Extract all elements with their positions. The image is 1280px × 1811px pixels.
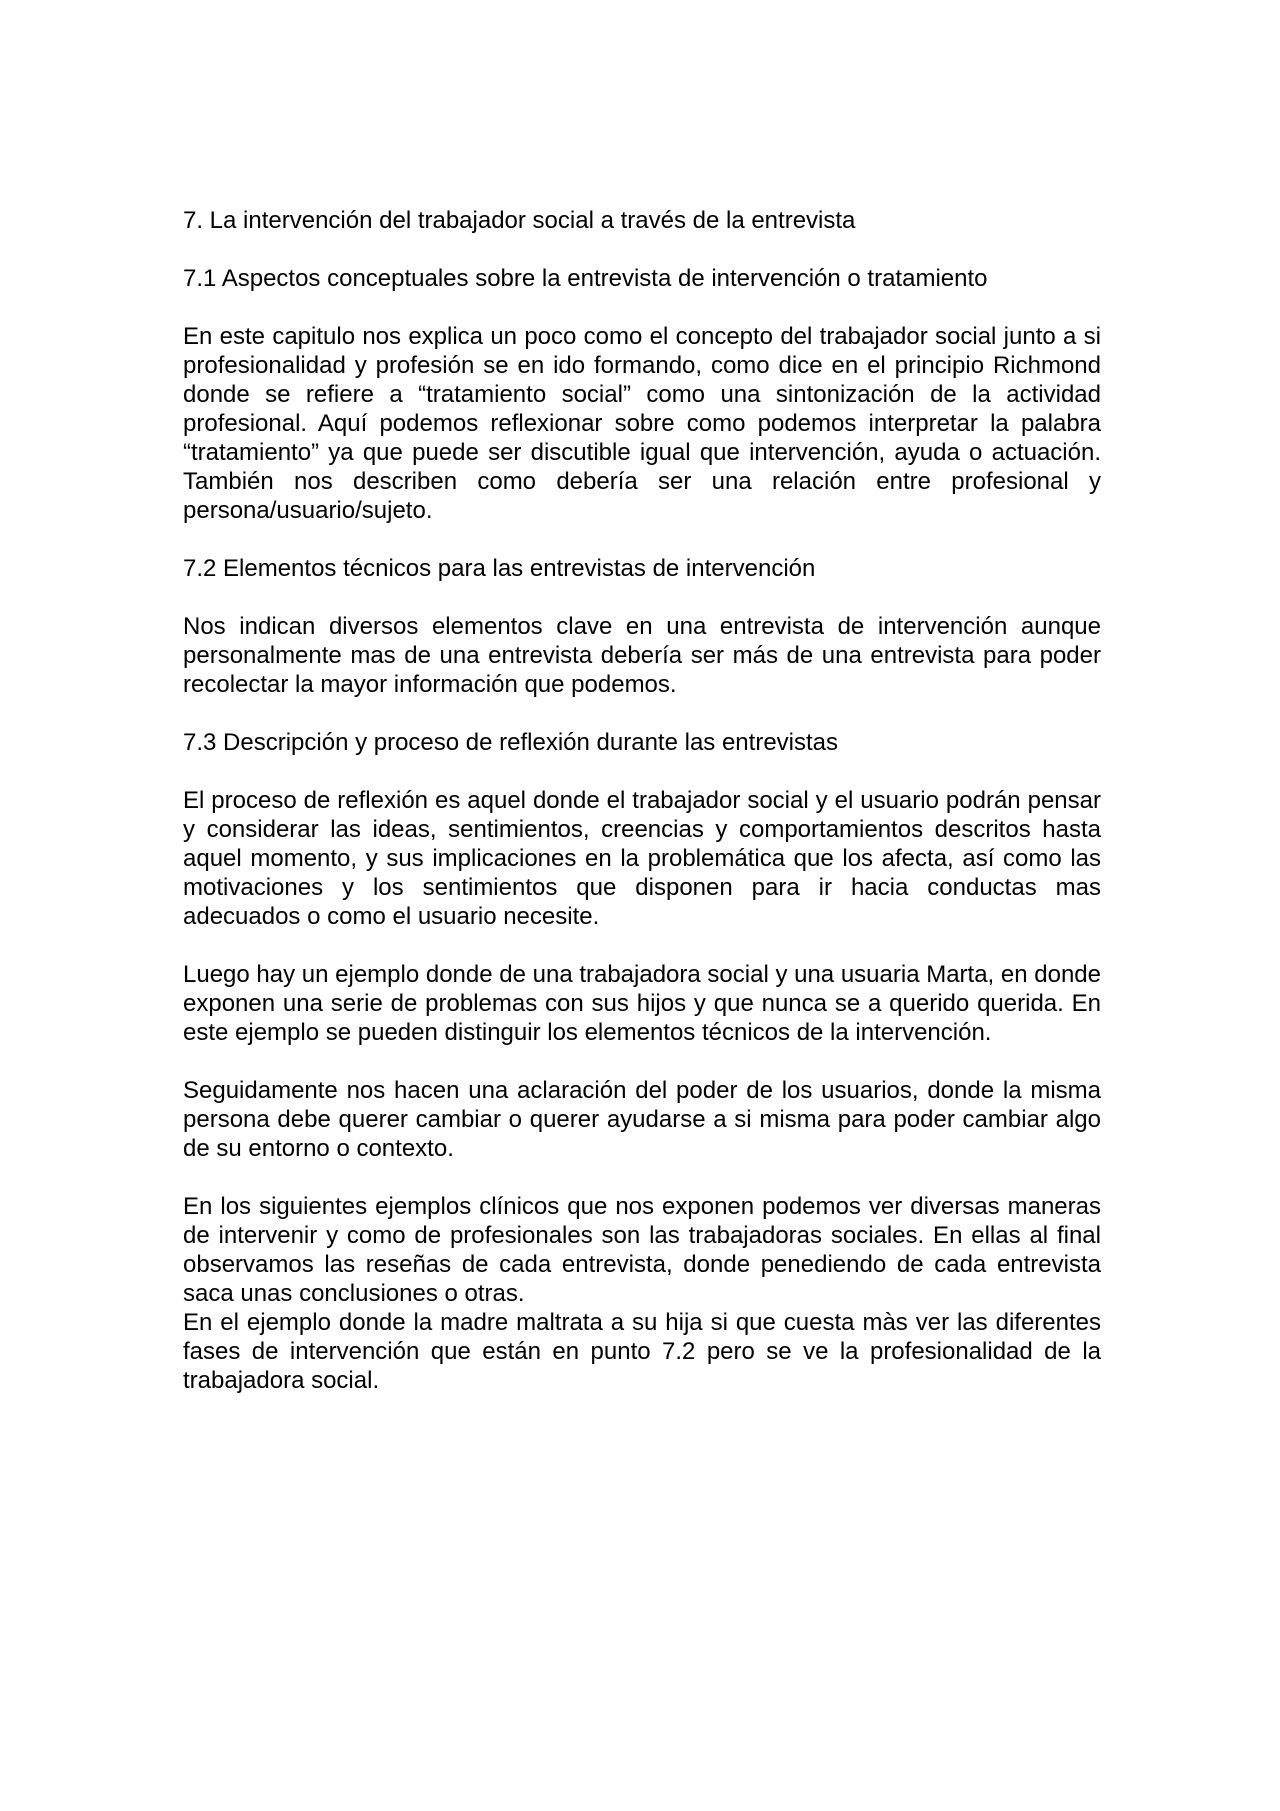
section-7-2-paragraph: Nos indican diversos elementos clave en una entrevista de intervención aunque personalmente mas de una entrevista debería ser más de una entrevista para poder recolectar la mayor información que podemos.	[183, 613, 1101, 698]
clinical-examples-paragraph: En los siguientes ejemplos clínicos que nos exponen podemos ver diversas maneras de intervenir y como de profesionales son las trabajadoras sociales. En ellas al final observamos las reseñas de cada entrevista, donde penediendo de cada entrevista saca unas conclusiones o otras.	[183, 1193, 1101, 1307]
reflection-process-paragraph: El proceso de reflexión es aquel donde el trabajador social y el usuario podrán pensar y considerar las ideas, sentimientos, creencias y comportamientos descritos hasta aquel momento, y sus implicaciones en la problemática que los afecta, así como las motivaciones y los sentimientos que disponen para ir hacia conductas mas adecuados o como el usuario necesite.	[183, 787, 1101, 930]
section-7-3-heading: 7.3 Descripción y proceso de reflexión durante las entrevistas	[183, 729, 839, 756]
section-7-1-paragraph: En este capitulo nos explica un poco como el concepto del trabajador social junto a si profesionalidad y profesión se en ido formando, como dice en el principio Richmond donde se refiere a “tratamiento social” como una sintonización de la actividad profesional. Aquí podemos reflexionar sobre como podemos interpretar la palabra “tratamiento” ya que puede ser discutible igual que intervención, ayuda o actuación. También nos describen como debería ser una relación entre profesional y persona/usuario/sujeto.	[183, 323, 1101, 524]
document-body	[183, 206, 1101, 1424]
section-7-heading: 7. La intervención del trabajador social a través de la entrevista	[183, 207, 856, 234]
section-7-1-heading: 7.1 Aspectos conceptuales sobre la entrevista de intervención o tratamiento	[183, 265, 988, 292]
example-marta-paragraph: Luego hay un ejemplo donde de una trabajadora social y una usuaria Marta, en donde exponen una serie de problemas con sus hijos y que nunca se a querido querida. En este ejemplo se pueden distinguir los elementos técnicos de la intervención.	[183, 961, 1101, 1046]
section-7-2-heading: 7.2 Elementos técnicos para las entrevistas de intervención	[183, 555, 816, 582]
user-power-paragraph: Seguidamente nos hacen una aclaración del poder de los usuarios, donde la misma persona debe querer cambiar o querer ayudarse a si misma para poder cambiar algo de su entorno o contexto.	[183, 1077, 1101, 1162]
mother-example-paragraph: En el ejemplo donde la madre maltrata a su hija si que cuesta màs ver las diferentes fases de intervención que están en punto 7.2 pero se ve la profesionalidad de la trabajadora social.	[183, 1309, 1101, 1394]
